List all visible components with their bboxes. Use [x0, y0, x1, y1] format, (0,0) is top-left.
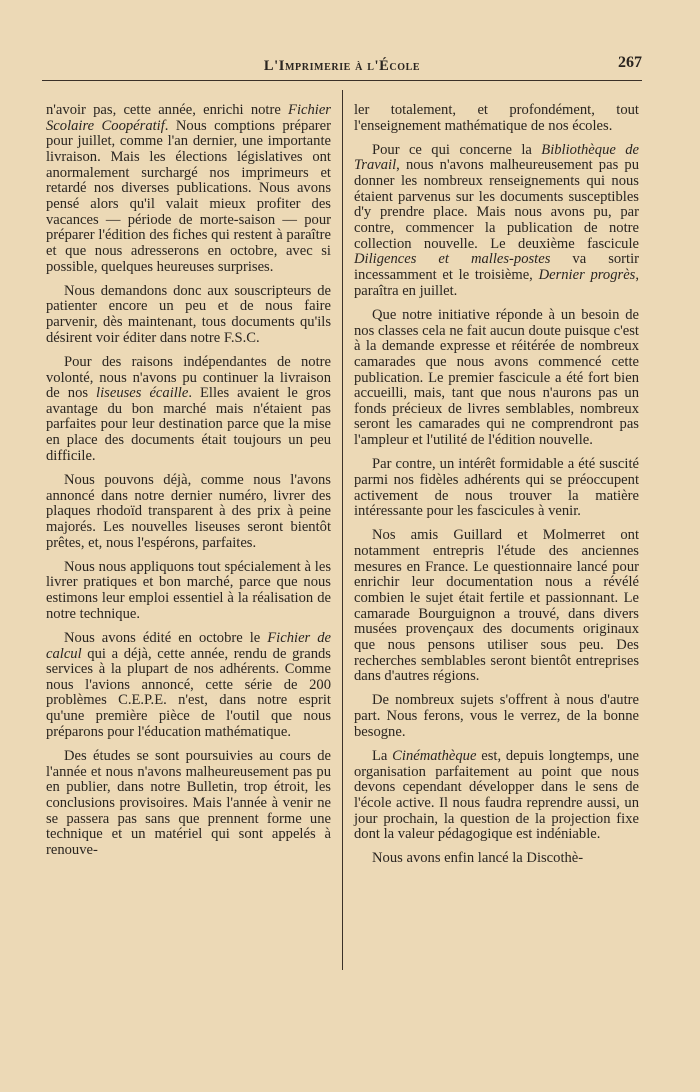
paragraph: Que notre initiative réponde à un besoin de nos classes cela ne fait aucun doute puisque c'est à la demande expresse et réitérée de nombreux camarades que nous avons commencé cette publication. Le premier fascicule a été fort bien accueilli, mais, tant que nous n'aurons pas un fonds précieux de livres semblables, nombreux seront les camarades qui ne comprendront pas l'ampleur et l'utilité de l'édition nouvelle. [354, 306, 639, 449]
text-run: Pour des raisons indépendantes de notre volonté, nous n'avons pu continuer la livraison de nos [46, 353, 331, 402]
paragraph [354, 749, 639, 843]
text-run: est, depuis longtemps, une organisation parfaitement au point que nous devons cependant développer dans le sens de l'école active. Il nous faudra reprendre aussi, un jour prochain, la question de la projection fixe dont la valeur pédagogique est indéniable. [354, 747, 639, 843]
paragraph: Nous demandons donc aux souscripteurs de patienter encore un peu et de nous faire parvenir, dès maintenant, tous documents qu'ils désirent voir éditer dans notre F.S.C. [46, 282, 331, 346]
text-run: Nous avons édité en octobre le [64, 629, 268, 646]
paragraph: Nous pouvons déjà, comme nous l'avons annoncé dans notre dernier numéro, livrer des plaques rhodoïd transparent à des prix à peine majorés. Les nouvelles liseuses seront bientôt prêtes, et, nous l'espérons, parfaites. [46, 471, 331, 551]
text-run: Pour ce qui concerne la [372, 141, 542, 158]
italic-title: Bibliothèque de Travail [354, 141, 640, 174]
paragraph: Par contre, un intérêt formidable a été suscité parmi nos fidèles adhérents qui se préoccupent activement de nous trouver la matière intéressante pour les fascicules à venir. [354, 456, 639, 520]
text-run: n'avoir pas, cette année, enrichi notre [46, 102, 289, 118]
italic-title: Fichier de calcul [46, 629, 331, 662]
italic-title: Dernier progrès [538, 267, 636, 284]
paragraph [354, 143, 639, 300]
italic-title: liseuses écaille [96, 385, 189, 402]
italic-title: Diligences et malles-postes [354, 251, 551, 268]
right-column [354, 103, 639, 876]
column-divider [342, 90, 343, 970]
left-column [46, 103, 331, 867]
paragraph: Nous nous appliquons tout spécialement à les livrer pratiques et bon marché, parce que nous estimons leur emploi essentiel à la réalisation de notre technique. [46, 558, 331, 622]
running-title: L'Imprimerie à l'École [263, 58, 421, 74]
paragraph: Des études se sont poursuivies au cours de l'année et nous n'avons malheureusement pas pu en publier, dans notre Bulletin, trop étroit, les conclusions provisoires. Mais l'année à venir ne se passera pas sans que prennent forme une technique et un matériel qui sont appelés à renouve- [46, 747, 331, 858]
text-run: qui a déjà, cette année, rendu de grands services à la plupart de nos adhérents. Comme nous l'avions annoncé, cette série de 200 problèmes C.E.P.E. n'est, dans notre esprit qu'une première pièce de l'outil que nous préparons pour l'éducation mathématique. [46, 645, 331, 740]
text-run: , paraîtra en juillet. [354, 267, 640, 299]
text-run: . Elles avaient le gros avantage du bon marché mais n'étaient pas parfaites pour leur destination parce que la mise en place des documents était toujours un peu difficile. [46, 385, 331, 464]
page-number: 267 [618, 54, 642, 71]
text-run: va sortir incessamment et le troisième, [354, 251, 639, 284]
paragraph: Nous avons enfin lancé la Discothè- [372, 850, 584, 867]
italic-title: Fichier Scolaire Coopératif [46, 102, 331, 134]
text-run: , nous n'avons malheureusement pas pu donner les nombreux renseignements qui nous étaient parvenus sur les documents susceptibles d'y prendre place. Mais nous avons pu, par contre, commencer la publication de notre collection nouvelle. Le deuxième fascicule [354, 157, 639, 252]
header-rule [42, 80, 642, 81]
italic-title: Cinémathèque [392, 747, 477, 764]
text-run: La [372, 747, 393, 764]
paragraph: ler totalement, et profondément, tout l'enseignement mathématique de nos écoles. [354, 102, 639, 134]
paragraph: Nos amis Guillard et Molmerret ont notamment entrepris l'étude des anciennes mesures en France. Le questionnaire lancé pour enrichir leur documentation nous a révélé combien le sujet était fertile et passionnant. Le camarade Bourguignon a trouvé, dans divers musées provençaux des documents originaux que nous pensons utiliser sous peu. Des recherches semblables seront bientôt entreprises dans d'autres régions. [354, 527, 639, 685]
paragraph [46, 103, 331, 275]
paragraph [46, 631, 331, 741]
paragraph: De nombreux sujets s'offrent à nous d'autre part. Nous ferons, vous le verrez, de la bonne besogne. [354, 692, 639, 740]
page-header [42, 50, 642, 80]
text-run: . Nous comptions préparer pour juillet, comme l'an dernier, une importante livraison. Mais les élections législatives ont anormalement surchargé nos imprimeurs et retardé nos diverses publications. Nous avons pensé alors qu'il valait mieux profiter des vacances — période de morte-saison — pour préparer l'édition des fiches qui restent à paraître et que nous adresserons en octobre, avec si possible, quelques heureuses surprises. [46, 117, 331, 275]
paragraph [46, 355, 331, 465]
